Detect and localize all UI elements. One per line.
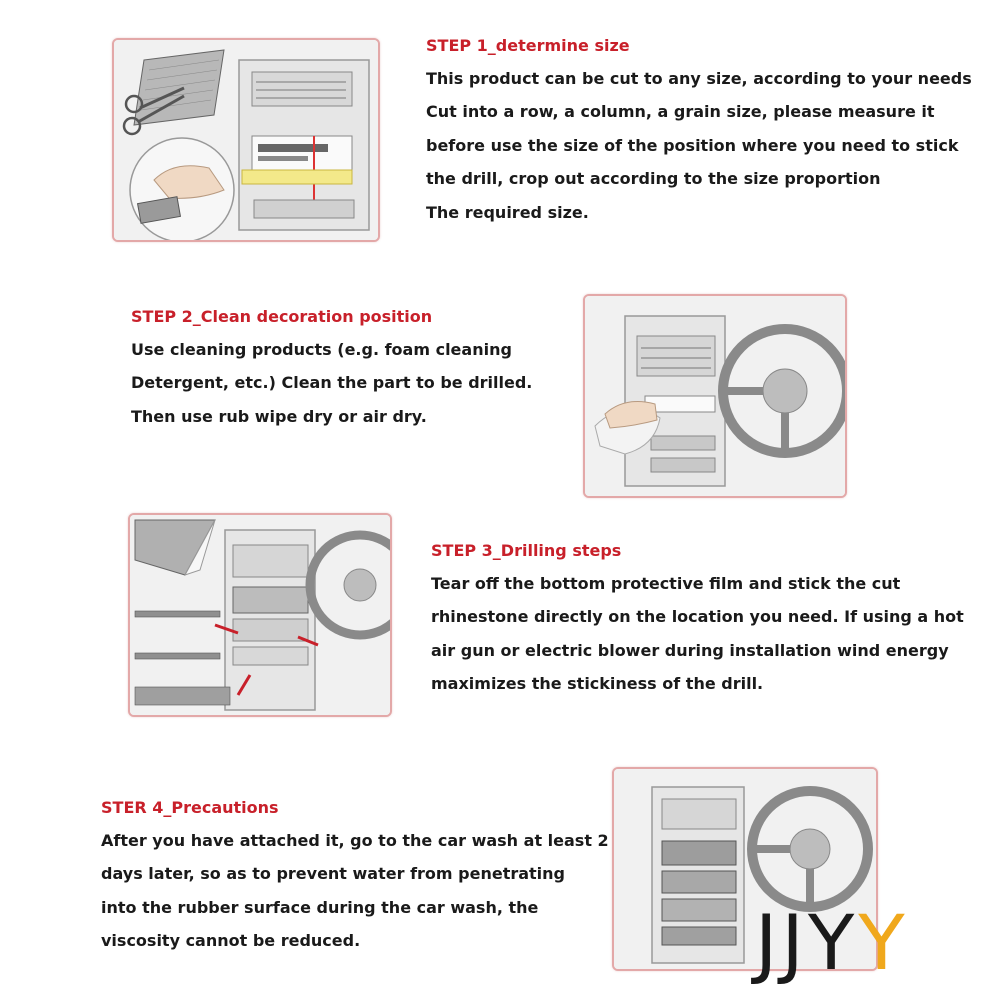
brand-logo bbox=[755, 898, 909, 987]
brand-logo-main: JJY bbox=[755, 898, 859, 987]
step1-line: Cut into a row, a column, a grain size, please measure it bbox=[426, 102, 935, 122]
scissors-rhinestone-illustration-icon bbox=[114, 40, 378, 240]
step4-description bbox=[101, 824, 609, 958]
step3-illustration bbox=[128, 513, 392, 717]
step3-line: air gun or electric blower during installation wind energy bbox=[431, 640, 949, 660]
step2-line: Then use rub wipe dry or air dry. bbox=[131, 406, 427, 426]
brand-logo-accent: Y bbox=[858, 898, 909, 987]
step1-line: This product can be cut to any size, according to your needs bbox=[426, 69, 972, 88]
step3-description bbox=[431, 567, 964, 701]
step2-title: STEP 2_Clean decoration position bbox=[131, 307, 433, 326]
step3-title: STEP 3_Drilling steps bbox=[431, 541, 622, 560]
step1-title: STEP 1_determine size bbox=[426, 36, 630, 55]
step1-line: before use the size of the position where you need to stick bbox=[426, 135, 959, 155]
hand-cleaning-dashboard-icon bbox=[585, 296, 845, 496]
step1-line: The required size. bbox=[426, 202, 589, 222]
step4-line: After you have attached it, go to the car wash at least 2 bbox=[101, 831, 609, 850]
step2-description bbox=[131, 333, 532, 433]
step4-line: viscosity cannot be reduced. bbox=[101, 931, 361, 951]
step1-illustration bbox=[112, 38, 380, 242]
step3-line: maximizes the stickiness of the drill. bbox=[431, 674, 764, 694]
step2-line: Use cleaning products (e.g. foam cleaning bbox=[131, 340, 512, 359]
step3-line: rhinestone directly on the location you need. If using a hot bbox=[431, 607, 964, 627]
step1-description bbox=[426, 62, 972, 229]
step4-line: days later, so as to prevent water from penetrating bbox=[101, 864, 566, 884]
rhinestone-strips-applied-icon bbox=[130, 515, 390, 715]
step4-line: into the rubber surface during the car wash, the bbox=[101, 897, 539, 917]
step4-title: STER 4_Precautions bbox=[101, 798, 279, 817]
step1-line: the drill, crop out according to the size proportion bbox=[426, 169, 881, 189]
step2-illustration bbox=[583, 294, 847, 498]
step2-line: Detergent, etc.) Clean the part to be drilled. bbox=[131, 373, 533, 393]
step3-line: Tear off the bottom protective film and stick the cut bbox=[431, 574, 901, 593]
